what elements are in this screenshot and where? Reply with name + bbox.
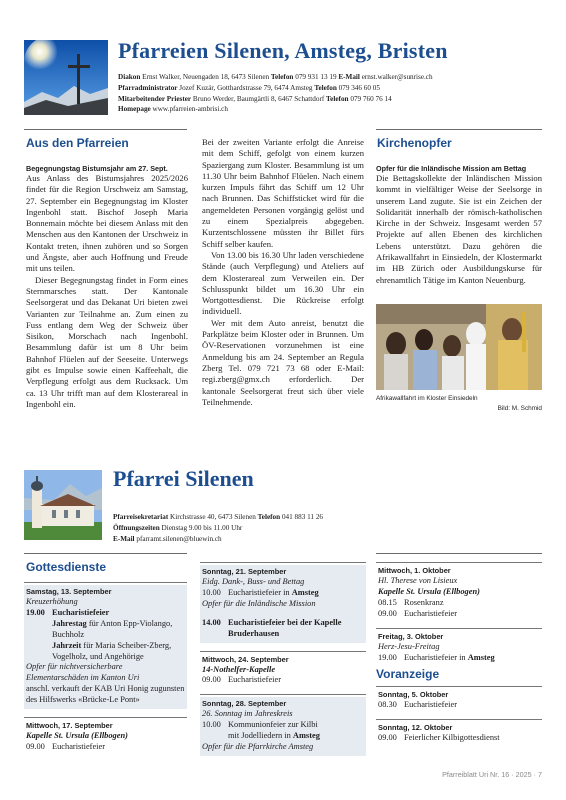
service-feast: Herz-Jesu-Freitag [378, 641, 440, 651]
service-date: Sonntag, 21. September [202, 567, 287, 576]
contact-homepage: Homepage www.pfarreien-ambrisi.ch [118, 105, 228, 114]
contact-priester: Mitarbeitender Priester Bruno Werder, Baumgärtli 8, 6467 Schattdorf Telefon 079 760 76 14 [118, 94, 392, 103]
service-date: Sonntag, 12. Oktober [378, 723, 453, 733]
contact-email: E-Mail pfarramt.silenen@bluewin.ch [113, 534, 222, 543]
service-offering: Opfer für die Inländische Mission [202, 598, 316, 608]
divider [24, 582, 187, 583]
divider [24, 129, 187, 130]
service-entry [376, 565, 542, 620]
divider [376, 562, 542, 563]
divider [376, 686, 542, 687]
divider [200, 694, 366, 695]
service-offering: Opfer für die Pfarrkirche Amsteg [202, 742, 314, 752]
service-entry [376, 631, 542, 664]
service-place: Kapelle St. Ursula (Ellbogen) [26, 731, 128, 741]
homepage-link[interactable]: www.pfarreien-ambrisi.ch [152, 105, 228, 114]
section-heading-gottesdienste: Gottesdienste [26, 560, 107, 574]
service-item: 19.00 Eucharistiefeier in Amsteg [378, 652, 495, 662]
parish-contacts [113, 512, 323, 544]
section-heading-pfarreien: Aus den Pfarreien [26, 136, 129, 150]
service-date: Sonntag, 5. Oktober [378, 690, 449, 700]
page-footer: Pfarreiblatt Uri Nr. 16 · 2025 · 7 [442, 770, 542, 779]
service-feast: Eidg. Dank-, Buss- und Bettag [202, 577, 305, 586]
parish-group-title: Pfarreien Silenen, Amsteg, Bristen [118, 38, 448, 63]
photo-credit: Bild: M. Schmid [497, 405, 542, 412]
divider [200, 562, 366, 563]
divider [24, 717, 187, 718]
service-entry [200, 654, 366, 687]
parish-title: Pfarrei Silenen [113, 466, 254, 491]
divider [376, 553, 542, 554]
article-paragraph: Bei der zweiten Variante erfolgt die Anreise mit dem Schiff, gefolgt von einem kurzen Spaziergang zum Kloster. Besammlung ist um 11.30 Uhr beim Bahnhof Flüelen. Nach einem kurzen Impuls fährt das Schiff um 12 Uhr nach Brunnen. Das Schiffsticket wird für die angemeldeten Personen vorgängig gelöst und zu einem Spezialpreis abgegeben. Kurzentschlossene müssten ihr Billet fürs Schiff selber kaufen. [202, 137, 364, 249]
service-entry [200, 697, 366, 756]
article-subheading: Opfer für die Inländische Mission am Bettag [376, 164, 527, 173]
service-entry [200, 565, 366, 643]
divider [24, 553, 187, 554]
article-paragraph: Aus Anlass des Bistumsjahres 2025/2026 findet für die Region Urschweiz am Samstag, 27. September ein Begegnungstag im Kloster Ingenbohl statt. Bischof Joseph Maria Bonnemain möchte bei diesem Anlass mit den Menschen aus den Kantonen der Urschweiz in Kontakt treten, ihnen zuhören und so Sorgen und Ängste, aber auch Hoffnung und Freude mit uns teilen. [26, 173, 188, 274]
service-date: Mittwoch, 24. September [202, 654, 289, 664]
service-note: anschl. verkauft der KAB Uri Honig zugunsten des Hilfswerks «Brücke-Le Pont» [26, 684, 185, 705]
service-entry [376, 722, 542, 744]
service-feast: Hl. Therese von Lisieux [378, 576, 458, 585]
contact-oeffnungszeiten: Öffnungszeiten Dienstag 9.00 bis 11.00 Uhr [113, 523, 243, 532]
service-memorial: Jahrestag für Anton Epp-Violango, Buchholz [52, 618, 173, 639]
afrikawallfahrt-photo [376, 304, 542, 390]
parish-group-contacts [118, 72, 433, 115]
service-item: 10.00 Eucharistiefeier in Amsteg [202, 587, 319, 597]
divider [376, 129, 542, 130]
article-paragraph: Von 13.00 bis 16.30 Uhr laden verschiedene Stände (auch Verpflegung) und Ateliers auf dem Klosterareal zum Verweilen ein. Der Schlusspunkt bildet um 16.30 Uhr ein Wortgottesdienst. Die Rückreise erfolgt individuell. [202, 249, 364, 317]
service-entry [24, 720, 187, 753]
contact-diakon: Diakon Ernst Walker, Neuengaden 18, 6473 Silenen Telefon 079 931 13 19 E-Mail ernst.walker@sunrise.ch [118, 73, 433, 81]
service-item: 08.30 Eucharistiefeier [378, 700, 458, 710]
services-col-1 [24, 582, 187, 753]
divider [200, 651, 366, 652]
article-continued [202, 137, 364, 408]
article-begegnungstag [26, 164, 188, 410]
email-link[interactable]: pfarramt.silenen@bluewin.ch [136, 534, 222, 543]
section-heading-voranzeige: Voranzeige [376, 667, 440, 682]
services-col-2 [200, 562, 366, 756]
service-date: Mittwoch, 1. Oktober [378, 566, 451, 575]
service-entry [376, 689, 542, 711]
service-place: Kapelle St. Ursula (Ellbogen) [378, 586, 480, 596]
service-date: Mittwoch, 17. September [26, 721, 113, 731]
photo-caption: Afrikawallfahrt im Kloster Einsiedeln [376, 395, 478, 402]
divider [376, 628, 542, 629]
article-paragraph: Die Bettagskollekte der Inländischen Mission kommt in vielfältiger Weise der Seelsorge in unserem Land zugute. Sie ist ein Zeichen der Solidarität innerhalb der römisch-katholischen Kirche in der Schweiz. Insgesamt werden 57 Projekte auf allen Ebenen des kirchlichen Lebens unterstützt. Dazu gehören die Afrikawallfahrt in Einsiedeln, der Klostermarkt im HB Zürich oder Ausbildungskurse für ehrenamtlich Tätige im Kanton Neuenburg. [376, 173, 542, 285]
service-offering: Opfer für nichtversicherbare Elementarschäden im Kanton Uri [26, 662, 140, 683]
email-link[interactable]: ernst.walker@sunrise.ch [361, 73, 433, 81]
contact-pfarradministrator: Pfarradministrator Jozef Kuzár, Gotthardstrasse 79, 6474 Amsteg Telefon 079 346 60 05 [118, 83, 380, 92]
service-item: 09.00 Eucharistiefeier [26, 741, 106, 751]
service-item-continued: mit Jodelliedern in Amsteg [228, 731, 320, 741]
service-item: 19.00 Eucharistiefeier [26, 607, 110, 617]
service-date: Sonntag, 28. September [202, 699, 287, 709]
service-date: Freitag, 3. Oktober [378, 631, 444, 641]
church-silenen-photo [24, 470, 102, 540]
article-paragraph: Dieser Begegnungstag findet in Form eines Sternmarsches statt. Der Kantonale Seelsorgerat und das Dekanat Uri bieten zwei Varianten zur Teilnahme an. Zum einen zu Fuss entlang dem Weg der Schweiz über Sisikon, Morschach nach Ingenbohl. Besammlung dafür ist um 8 Uhr beim Bahnhof Flüelen auf der Seeseite. Unterwegs gibt es Impulse sowie einen Kaffeehalt, die Verpflegung erfolgt aus dem Rucksack. Um ca. 13 Uhr trifft man auf dem Klosterareal in Ingenbohl ein. [26, 274, 188, 409]
service-date: Samstag, 13. September [26, 587, 112, 596]
service-item: 14.00 Eucharistiefeier bei der Kapelle Bruderhausen [202, 617, 342, 638]
service-item: 09.00 Feierlicher Kilbigottesdienst [378, 733, 500, 743]
service-item: 10.00 Kommunionfeier zur Kilbi [202, 720, 318, 730]
summit-cross-photo [24, 40, 108, 115]
divider [376, 719, 542, 720]
article-subheading: Begegnungstag Bistumsjahr am 27. Sept. [26, 164, 168, 173]
article-paragraph: Wer mit dem Auto anreist, benutzt die Parkplätze beim Kloster oder in Brunnen. Um ÖV-Reservationen vorzunehmen ist eine Anmeldung bis am 24. September an Regula Zberg Tel. 079 721 73 68 oder E-Mail: regi.zberg@gmx.ch erforderlich. Der kantonale Seelsorgerat freut sich über viele Teilnehmende. [202, 317, 364, 407]
service-entry [24, 585, 187, 709]
service-memorial: Jahrzeit für Maria Scheiber-Zberg, Vogelholz, und Angehörige [52, 640, 172, 661]
article-kirchenopfer [376, 164, 542, 286]
service-item: 08.15 Rosenkranz [378, 597, 444, 607]
service-item: 09.00 Eucharistiefeier [202, 675, 282, 685]
contact-sekretariat: Pfarreisekretariat Kirchstrasse 40, 6473 Silenen Telefon 041 883 11 26 [113, 513, 324, 521]
section-heading-kirchenopfer: Kirchenopfer [377, 136, 452, 150]
service-place: 14-Nothelfer-Kapelle [202, 664, 276, 674]
service-feast: Kreuzerhöhung [26, 597, 78, 606]
services-col-3 [376, 562, 542, 744]
service-item: 09.00 Eucharistiefeier [378, 608, 458, 618]
service-feast: 26. Sonntag im Jahreskreis [202, 709, 293, 719]
